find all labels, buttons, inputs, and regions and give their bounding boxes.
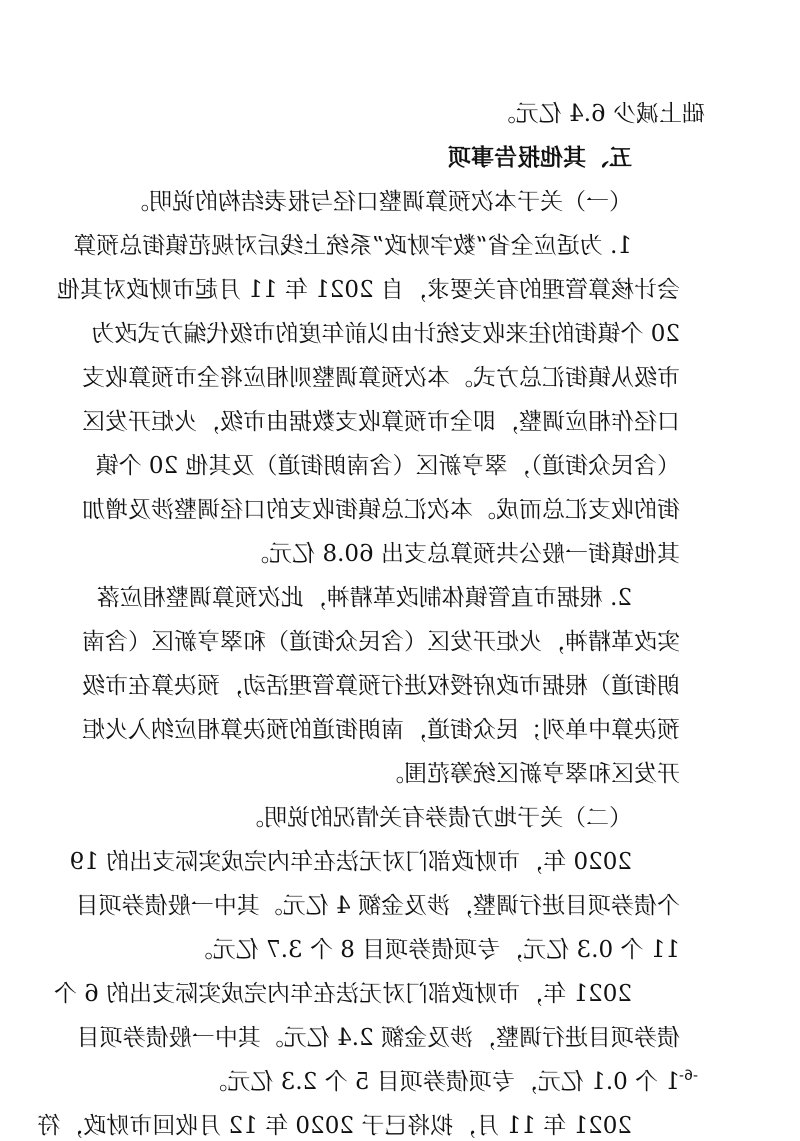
- section-heading-other-matters: 五、其他报告事项: [448, 145, 632, 171]
- text-line-18: 2020 年，市财政部门对无法在年内完成实际支出的 19: [69, 849, 632, 875]
- text-line-12: 2. 根据市直管镇体制改革精神，此次预算调整相应落: [96, 585, 632, 611]
- text-line-16: 开发区和翠亨新区统筹范围。: [381, 761, 680, 787]
- text-line-6: 20 个镇街的往来收支统计由以前年度的市级代编方式改为: [91, 321, 680, 347]
- text-line-23: 1 个 0.1 亿元，专项债券项目 5 个 2.3 亿元。: [204, 1069, 680, 1095]
- page-number: -6-: [678, 1068, 698, 1084]
- text-line-13: 实改革精神，火炬开发区（含民众街道）和翠亨新区（含南: [82, 629, 680, 655]
- text-line-14: 朗街道）根据市政府授权进行预算管理活动，预决算在市级: [82, 673, 680, 699]
- text-line-11: 其他镇街一般公共预算总支出 60.8 亿元。: [246, 541, 680, 567]
- text-line-20: 11 个 0.3 亿元，专项债券项目 8 个 3.7 亿元。: [189, 937, 680, 963]
- text-line-5: 会计核算管理的有关要求，自 2021 年 11 月起市财政对其他: [56, 277, 680, 303]
- text-line-24: 2021 年 11 月，拟将已于 2020 年 12 月收回市财政，符: [37, 1113, 632, 1139]
- subheading-local-bonds: （二）关于地方债券有关情况的说明。: [241, 805, 632, 831]
- text-line-21: 2021 年，市财政部门对无法在年内完成实际支出的 6 个: [53, 981, 632, 1007]
- subheading-budget-adjustment: （一）关于本次预算调整口径与报表结构的说明。: [126, 189, 632, 215]
- text-line-22: 债券项目进行调整，涉及金额 2.4 亿元。其中一般债券项目: [76, 1025, 680, 1051]
- text-line-10: 街的收支汇总而成。本次汇总镇街收支的口径调整涉及增加: [82, 497, 680, 523]
- text-line-19: 个债券项目进行调整，涉及金额 4 亿元。其中一般债券项目: [75, 893, 680, 919]
- text-line-9: （含民众街道），翠亨新区（含南朗街道）及其他 20 个镇: [95, 453, 680, 479]
- text-line-15: 预决算中单列；民众街道，南朗街道的预决算相应纳入火炬: [82, 717, 680, 743]
- text-line-7: 市级从镇街汇总方式。本次预算调整则相应将全市预算收支: [82, 365, 680, 391]
- text-line-8: 口径作相应调整，即全市预算收支数据由市级，火炬开发区: [82, 409, 680, 435]
- text-line-4: 1. 为适应全省“数字财政”系统上线后对规范镇街总预算: [73, 233, 632, 259]
- text-line-1: 础上减少 6.4 亿元。: [492, 101, 705, 127]
